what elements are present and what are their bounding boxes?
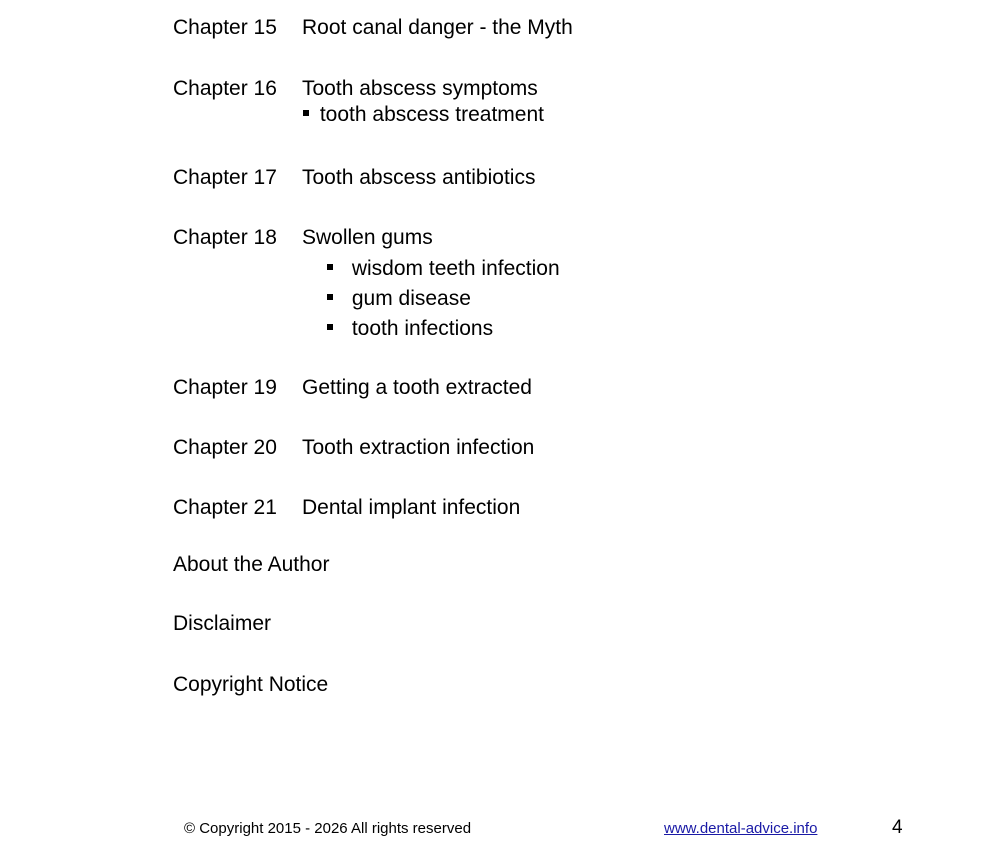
page-number: 4 bbox=[892, 817, 903, 838]
chapter-title[interactable]: Root canal danger - the Myth bbox=[302, 16, 573, 39]
subitem-label[interactable]: tooth infections bbox=[351, 317, 494, 340]
toc-subitem[interactable] bbox=[327, 256, 560, 282]
subitem-label[interactable]: wisdom teeth infection bbox=[351, 257, 560, 280]
chapter-title[interactable]: Tooth extraction infection bbox=[302, 436, 535, 459]
bullet-icon bbox=[327, 264, 333, 270]
chapter-label: Chapter 20 bbox=[173, 436, 277, 459]
chapter-label: Chapter 16 bbox=[173, 77, 277, 100]
chapter-title[interactable]: Swollen gums bbox=[302, 226, 433, 249]
chapter-label: Chapter 15 bbox=[173, 16, 277, 39]
subitem-label[interactable]: tooth abscess treatment bbox=[319, 103, 544, 126]
toc-subitem[interactable] bbox=[327, 286, 471, 312]
chapter-label: Chapter 19 bbox=[173, 376, 277, 399]
toc-copyright-notice[interactable]: Copyright Notice bbox=[173, 673, 329, 696]
footer-website-link[interactable]: www.dental-advice.info bbox=[664, 820, 818, 837]
toc-disclaimer[interactable]: Disclaimer bbox=[173, 612, 272, 635]
toc-subitem[interactable] bbox=[327, 316, 493, 342]
chapter-label: Chapter 17 bbox=[173, 166, 277, 189]
chapter-title[interactable]: Tooth abscess symptoms bbox=[302, 77, 538, 100]
chapter-label: Chapter 18 bbox=[173, 226, 277, 249]
subitem-label[interactable]: gum disease bbox=[351, 287, 471, 310]
bullet-icon bbox=[327, 294, 333, 300]
chapter-title[interactable]: Getting a tooth extracted bbox=[302, 376, 532, 399]
bullet-icon bbox=[327, 324, 333, 330]
bullet-icon bbox=[303, 110, 309, 116]
toc-subitem[interactable] bbox=[303, 102, 544, 128]
footer-copyright: © Copyright 2015 - 2026 All rights reserved bbox=[184, 820, 472, 837]
chapter-title[interactable]: Tooth abscess antibiotics bbox=[302, 166, 536, 189]
toc-about-author[interactable]: About the Author bbox=[173, 553, 330, 576]
chapter-label: Chapter 21 bbox=[173, 496, 277, 519]
chapter-title[interactable]: Dental implant infection bbox=[302, 496, 521, 519]
